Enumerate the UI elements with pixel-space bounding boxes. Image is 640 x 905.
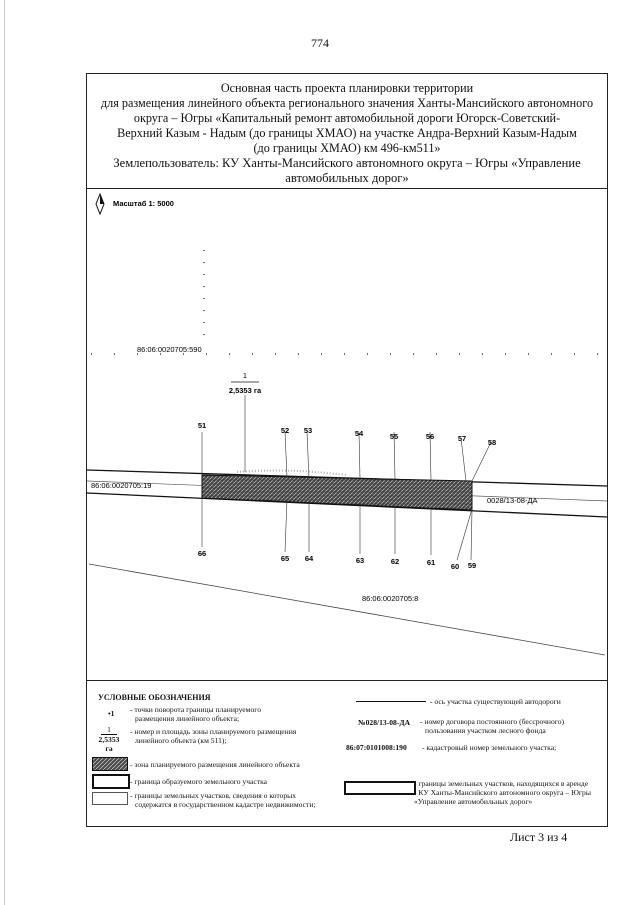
parcel-boundary-lower bbox=[89, 564, 605, 655]
scan-edge bbox=[4, 0, 5, 905]
legend-hatch-swatch bbox=[92, 757, 128, 771]
map-drawing bbox=[87, 190, 607, 680]
point-label: 58 bbox=[487, 438, 497, 447]
title-line: Основная часть проекта планировки территории bbox=[220, 81, 474, 95]
legend-thin-text: - границы земельных участков, сведения о которых содержатся в государственном кадастре недвижимости; bbox=[130, 791, 316, 809]
legend-contract-code: №028/13-08-ДА bbox=[358, 718, 411, 727]
point-label: 61 bbox=[426, 558, 436, 567]
parcel-label-19: 86:06:0020705:19 bbox=[91, 481, 152, 490]
legend-lease-text: - границы земельных участков, находящихся в аренде - КУ Ханты-Мансийского автономного округа – Югры «Управление автомобильных дорог» bbox=[414, 779, 591, 806]
point-label: 66 bbox=[197, 549, 207, 558]
legend-axis-text: - ось участка существующей автодороги bbox=[430, 697, 561, 706]
legend-zone-symbol: 1 2,5353 га bbox=[98, 725, 120, 753]
legend-hatch-text: - зона планируемого размещения линейного объекта bbox=[130, 760, 300, 769]
point-label: 62 bbox=[390, 557, 400, 566]
legend-cadastral-text: - кадастровый номер земельного участка; bbox=[422, 743, 557, 752]
legend-contract-text: - номер договора постоянного (бессрочного) пользования участком лесного фонда bbox=[420, 717, 565, 735]
sheet-label: Лист 3 из 4 bbox=[510, 830, 568, 844]
zone-number: 1 bbox=[242, 371, 248, 380]
point-label: 54 bbox=[354, 429, 364, 438]
point-label: 65 bbox=[280, 554, 290, 563]
legend-zone-text: - номер и площадь зоны планируемого размещения линейного объекта (км 511); bbox=[130, 727, 297, 745]
point-label: 51 bbox=[197, 421, 207, 430]
legend-cadastral-code: 86:07:0101008:190 bbox=[346, 743, 407, 752]
legend bbox=[86, 680, 608, 827]
legend-heading: УСЛОВНЫЕ ОБОЗНАЧЕНИЯ bbox=[98, 693, 211, 702]
title-line: округа – Югры «Капитальный ремонт автомобильной дороги Югорск-Советский- bbox=[133, 111, 561, 125]
legend-point-symbol: •1 bbox=[108, 709, 115, 718]
parcel-label-590: 86:06:0020705:590 bbox=[137, 345, 202, 354]
point-label: 56 bbox=[425, 432, 435, 441]
point-label: 52 bbox=[280, 426, 290, 435]
scale-label: Масштаб 1: 5000 bbox=[113, 199, 174, 208]
point-label: 57 bbox=[457, 434, 467, 443]
point-label: 53 bbox=[303, 426, 313, 435]
point-label: 55 bbox=[389, 432, 399, 441]
legend-thin-swatch bbox=[92, 792, 128, 805]
legend-lease-swatch bbox=[344, 781, 416, 795]
title-line: Верхний Казым - Надым (до границы ХМАО) на участке Андра-Верхний Казым-Надым bbox=[117, 126, 577, 140]
parcel-label-8: 86:06:0020705:8 bbox=[362, 594, 419, 603]
legend-point-text: - точки поворота границы планируемого размещения линейного объекта; bbox=[130, 705, 261, 723]
contract-label: 0028/13-08-ДА bbox=[487, 496, 538, 505]
north-arrow-icon bbox=[96, 194, 104, 214]
point-label: 59 bbox=[467, 561, 477, 570]
zone-area: 2,5353 га bbox=[228, 386, 262, 395]
title-block bbox=[86, 73, 608, 189]
legend-thick-text: - граница образуемого земельного участка bbox=[130, 777, 268, 786]
title-line: (до границы ХМАО) км 496-км511» bbox=[253, 141, 441, 155]
point-label: 60 bbox=[450, 562, 460, 571]
legend-axis-line bbox=[356, 701, 426, 702]
legend-thick-swatch bbox=[92, 774, 130, 789]
title-line: для размещения линейного объекта регионального значения Ханты-Мансийского автономного bbox=[100, 96, 594, 110]
point-label: 63 bbox=[355, 556, 365, 565]
title-line: Землепользователь: КУ Ханты-Мансийского автономного округа – Югры «Управление bbox=[113, 156, 581, 170]
page-number: 774 bbox=[311, 36, 329, 50]
point-label: 64 bbox=[304, 554, 314, 563]
title-line: автомобильных дорог» bbox=[285, 171, 409, 185]
